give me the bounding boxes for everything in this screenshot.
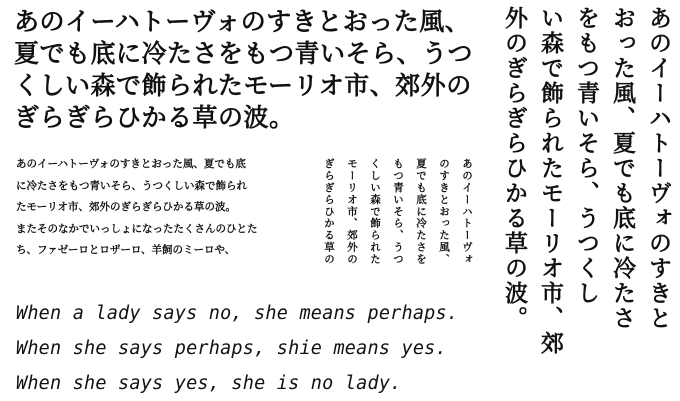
vertical-small-text-block: [318, 158, 476, 292]
vertical-small-column: あのイーハトーヴォ: [461, 158, 473, 266]
horizontal-large-line: くしい森で飾られたモーリオ市、郊外の: [14, 71, 472, 100]
vertical-large-column: をもつ青いそら、うつくし: [573, 6, 600, 306]
horizontal-small-line: ち、ファゼーロとロザーロ、羊飼のミーロや、: [16, 244, 236, 256]
horizontal-large-line: 夏でも底に冷たさをもつ青いそら、うつ: [14, 39, 474, 68]
vertical-large-column: 外のぎらぎらひかる草の波。: [501, 6, 528, 331]
vertical-large-column: あのイーハトーヴォのすきと: [645, 6, 672, 331]
horizontal-small-line: またそのなかでいっしょになったたくさんのひとた: [16, 222, 258, 235]
horizontal-small-text-block: [16, 154, 276, 262]
horizontal-large-line: あのイーハトーヴォのすきとおった風、: [14, 7, 471, 36]
english-sample-line: When she says perhaps, shie means yes.: [16, 338, 447, 359]
vertical-small-column: くしい森で飾られた: [369, 158, 381, 266]
vertical-small-column: のすきとおった風、: [438, 158, 450, 266]
vertical-small-column: もつ青いそら、うつ: [392, 158, 404, 266]
vertical-small-column: 夏でも底に冷たさを: [415, 158, 427, 266]
horizontal-small-line: たモーリオ市、郊外のぎらぎらひかる草の波。: [16, 201, 236, 213]
vertical-large-column: おった風、夏でも底に冷たさ: [609, 6, 636, 331]
horizontal-large-text-block: [14, 6, 484, 134]
english-sample-block: [16, 296, 486, 401]
vertical-small-column: ぎらぎらひかる草の: [323, 158, 335, 266]
vertical-large-column: い森で飾られたモーリオ市、郊: [537, 6, 564, 356]
horizontal-small-line: に冷たさをもつ青いそら、うつくしい森で飾られ: [16, 179, 247, 192]
vertical-large-text-block: [488, 6, 674, 396]
horizontal-large-line: ぎらぎらひかる草の波。: [14, 103, 295, 132]
vertical-small-column: モーリオ市、郊外の: [346, 158, 358, 266]
horizontal-small-line: あのイーハトーヴォのすきとおった風、夏でも底: [16, 158, 246, 170]
english-sample-line: When she says yes, she is no lady.: [16, 373, 402, 394]
english-sample-line: When a lady says no, she means perhaps.: [16, 303, 459, 324]
